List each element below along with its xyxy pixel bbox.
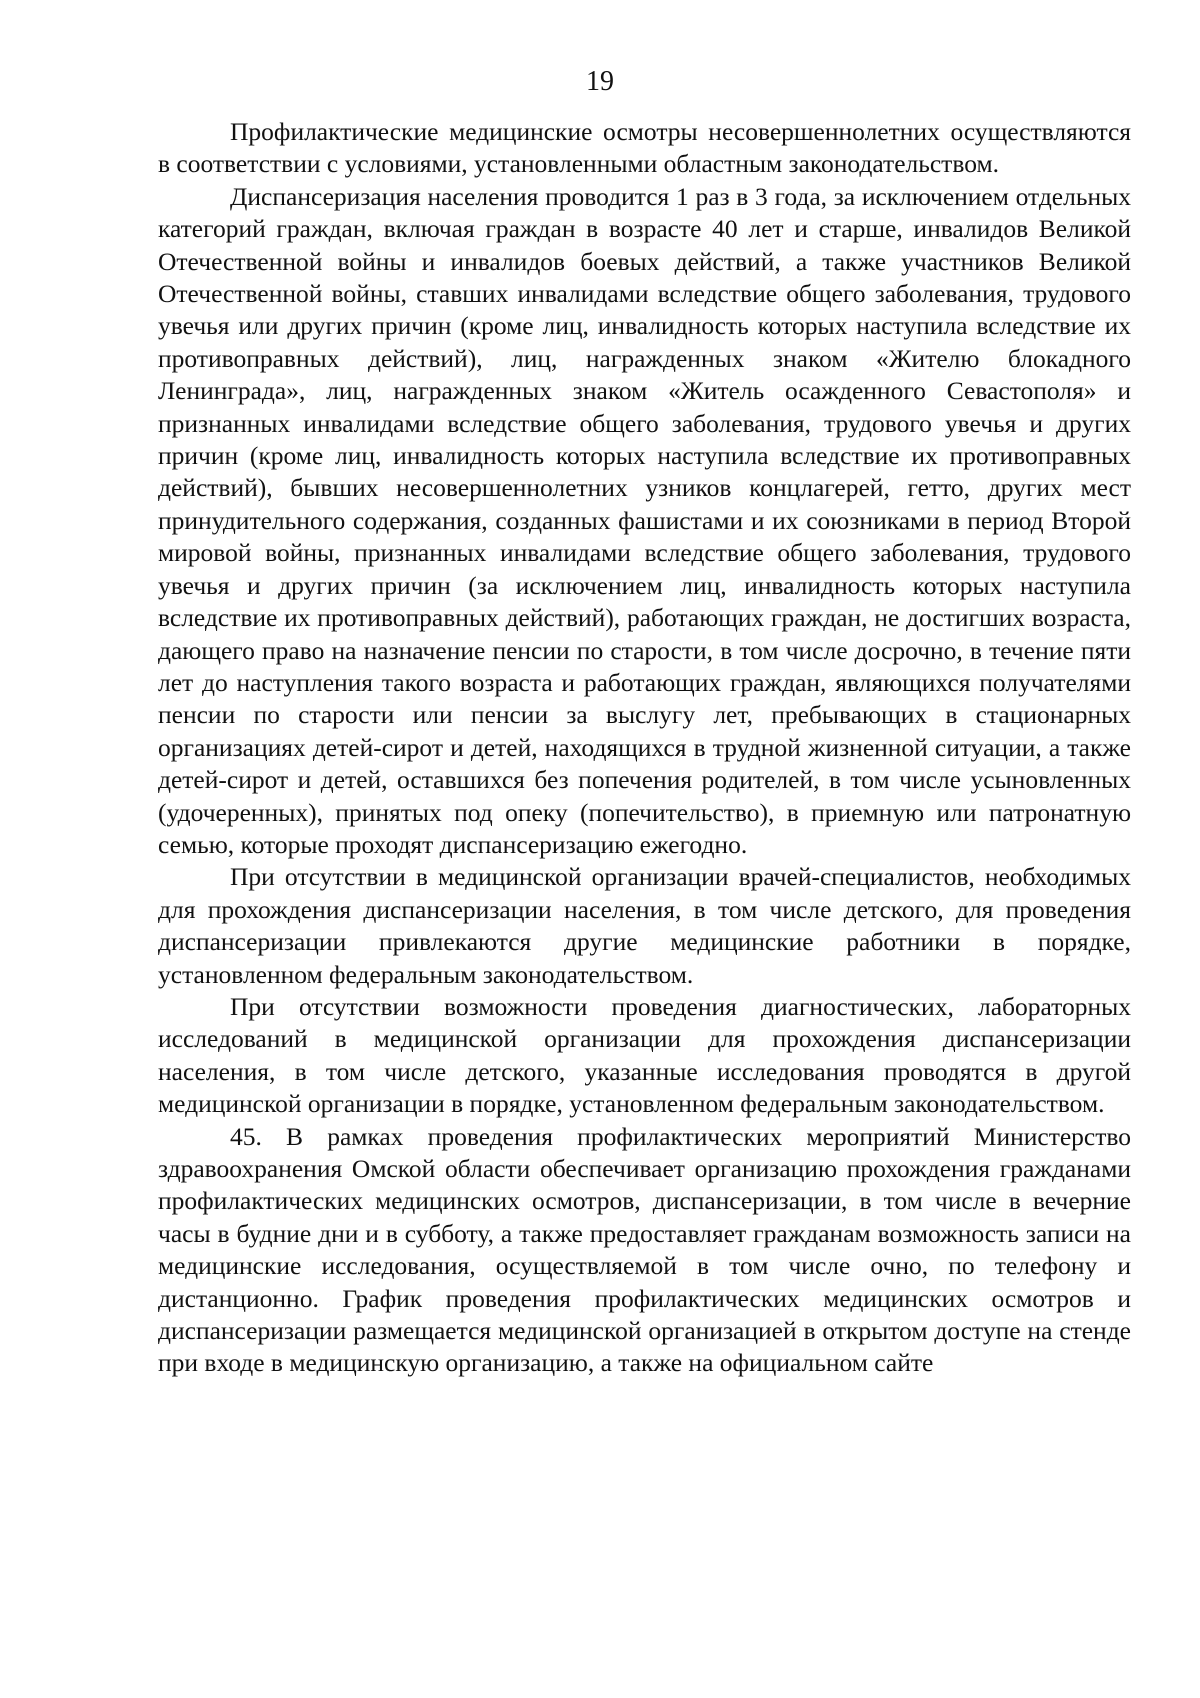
document-body — [158, 116, 1131, 1380]
page-number: 19 — [586, 66, 614, 97]
paragraph-dispensarization-frequency: Диспансеризация населения проводится 1 раз в 3 года, за исключением отдельных категорий граждан, включая граждан в возрасте 40 лет и старше, инвалидов Великой Отечественной войны и инвалидов боевых действий, а также участников Великой Отечественной войны, ставших инвалидами вследствие общего заболевания, трудового увечья или других причин (кроме лиц, инвалидность которых наступила вследствие их противоправных действий), лиц, награжденных знаком «Жителю блокадного Ленинграда», лиц, награжденных знаком «Житель осажденного Севастополя» и признанных инвалидами вследствие общего заболевания, трудового увечья и других причин (кроме лиц, инвалидность которых наступила вследствие их противоправных действий), бывших несовершеннолетних узников концлагерей, гетто, других мест принудительного содержания, созданных фашистами и их союзниками в период Второй мировой войны, признанных инвалидами вследствие общего заболевания, трудового увечья и других причин (за исключением лиц, инвалидность которых наступила вследствие их противоправных действий), работающих граждан, не достигших возраста, дающего право на назначение пенсии по старости, в том числе досрочно, в течение пяти лет до наступления такого возраста и работающих граждан, являющихся получателями пенсии по старости или пенсии за выслугу лет, пребывающих в стационарных организациях детей-сирот и детей, находящихся в трудной жизненной ситуации, а также детей-сирот и детей, оставшихся без попечения родителей, в том числе усыновленных (удочеренных), принятых под опеку (попечительство), в приемную или патронатную семью, которые проходят диспансеризацию ежегодно. — [158, 181, 1131, 859]
paragraph-absent-diagnostics: При отсутствии возможности проведения диагностических, лабораторных исследований в медицинской организации для прохождения диспансеризации населения, в том числе детского, указанные исследования проводятся в другой медицинской организации в порядке, установленном федеральным законодательством. — [158, 991, 1131, 1119]
paragraph-preventive-exams: Профилактические медицинские осмотры несовершеннолетних осуществляются в соответствии с условиями, установленными областным законодательством. — [158, 117, 1131, 179]
paragraph-item-45: 45. В рамках проведения профилактических мероприятий Министерство здравоохранения Омской области обеспечивает организацию прохождения гражданами профилактических медицинских осмотров, диспансеризации, в том числе в вечерние часы в будние дни и в субботу, а также предоставляет гражданам возможность записи на медицинские исследования, осуществляемой в том числе очно, по телефону и дистанционно. График проведения профилактических медицинских осмотров и диспансеризации размещается медицинской организацией в открытом доступе на стенде при входе в медицинскую организацию, а также на официальном сайте — [158, 1121, 1131, 1378]
paragraph-absent-specialists: При отсутствии в медицинской организации врачей-специалистов, необходимых для прохождения диспансеризации населения, в том числе детского, для проведения диспансеризации привлекаются другие медицинские работники в порядке, установленном федеральным законодательством. — [158, 862, 1131, 989]
